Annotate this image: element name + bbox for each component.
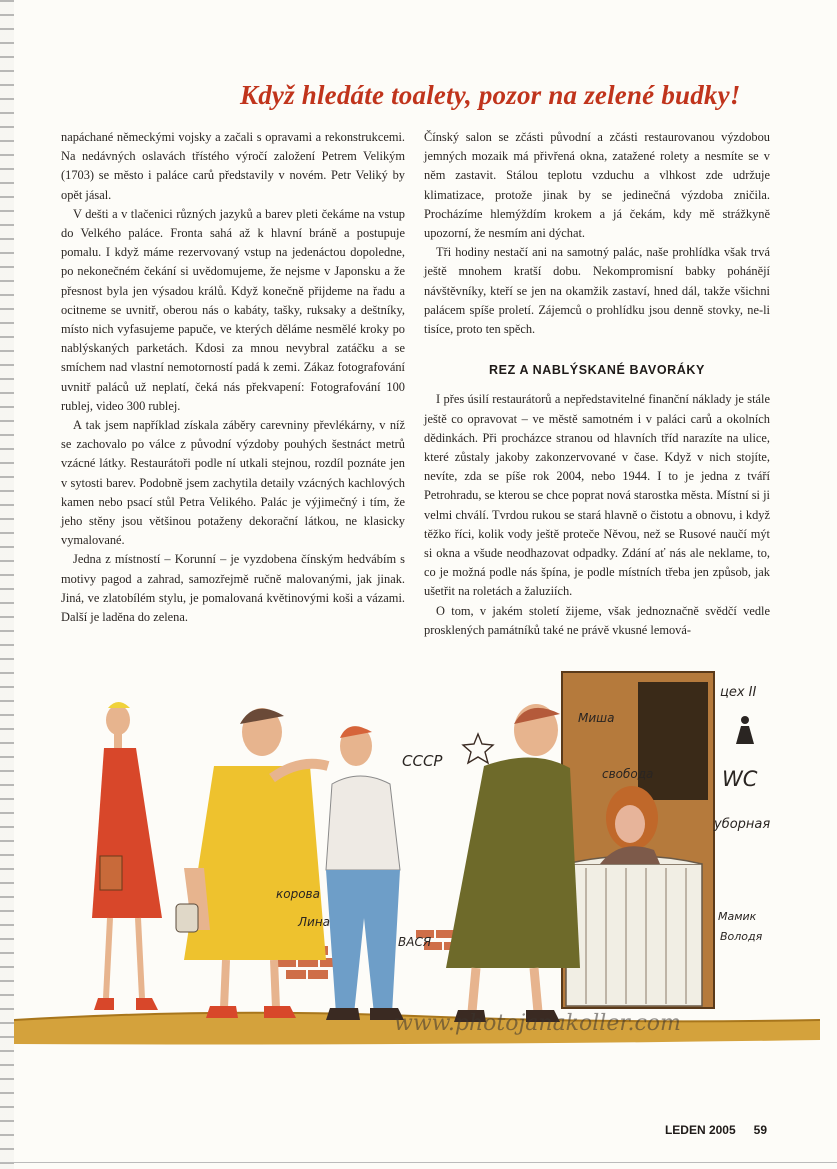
- label-volodya-1: Мамик: [718, 910, 757, 923]
- article-headline: Když hledáte toalety, pozor na zelené budky!: [240, 80, 741, 110]
- paragraph: napáchané německými vojsky a začali s opravami a rekonstrukcemi. Na nedávných oslavách třístého výročí založení Petrem Velikým (1703) se město i paláce carů představily v novém. Petr Veliký by opět jásal.: [61, 130, 405, 202]
- watermark: www.photojanakoller.com: [394, 1011, 681, 1036]
- page-number: 59: [753, 1123, 767, 1137]
- woman-sign-icon: [736, 716, 754, 744]
- label-ubornaya: уборная: [714, 817, 771, 832]
- label-svoboda: свобода: [602, 767, 654, 781]
- paragraph: A tak jsem například získala záběry carevniny převlékárny, v níž se zachovalo po válce z původní výzdoby pouhých šestnáct metrů vzácné látky. Restaurátoři podle ní utkali stejnou, rozdíl poznáte jen v sytosti barev. Podobně jsem zachytila detaily vzácných kachlových kamen nebo psací stůl Petra Velikého. Palác je výjimečný i tím, že jeho stěny jsou většinou potaženy dekorační látkou, ne klasicky vymalované.: [61, 418, 405, 548]
- section-subheading: REZ A NABLÝSKANÉ BAVORÁKY: [489, 363, 705, 378]
- paragraph: Tři hodiny nestačí ani na samotný palác, naše prohlídka však trvá ještě mnohem kratší dobu. Nekompromisní babky pohánějí návštěvníky, kteří se jen na okamžik zastaví, hned dál, takže všichni palácem spíše proletí. Zájemců o prohlídku jsou denně stovky, ne-li tisíce, proto ten spěch.: [424, 245, 770, 337]
- label-vasya: ВАСЯ: [398, 935, 432, 949]
- right-text-column: [424, 128, 770, 640]
- page-footer: [665, 1123, 767, 1137]
- label-lina: Лина: [298, 915, 331, 929]
- label-ceh: цех II: [720, 685, 757, 700]
- paragraph: O tom, v jakém století žijeme, však jednoznačně svědčí vedle prosklených památníků také ne právě vkusné lemová-: [424, 603, 770, 637]
- queue-cartoon-illustration: [14, 668, 820, 1068]
- paragraph: Jedna z místností – Korunní – je vyzdobena čínským hedvábím s motivy pagod a zahrad, samozřejmě ručně malovanými, jak jinak. Jiná, ve zlatobílém stylu, je pomalovaná květinovými koši a vázami. Další je laděna do zelena.: [61, 552, 405, 625]
- left-text-column: [61, 128, 405, 627]
- label-cccp: СССР: [402, 752, 443, 770]
- label-wc: WC: [722, 767, 758, 791]
- page-edge-rule: [0, 1162, 837, 1163]
- figure-white-top: [326, 726, 404, 1020]
- label-volodya-2: Володя: [720, 930, 763, 943]
- paragraph: V dešti a v tlačenici různých jazyků a barev pleti čekáme na vstup do Velkého paláce. Fronta sahá až k hlavní bráně a postupuje pomalu. I když máme rezervovaný vstup na jedenáctou dopoledne, po nekonečném čekání si uvědomujeme, že nejsme v Japonsku a že přesnost byla jen výsadou králů. Když konečně přijdeme na řadu a ocitneme se uvnitř, oberou nás o kabáty, tašky, ruksaky a deštníky, místo nich vyfasujeme papuče, ve kterých děláme nesmělé kroky po nablýskaných parketách. Kdosi za mnou nevybral zatáčku a se smíchem nad vlastní nemotorností padá k zemi. Zákaz fotografování uvnitř paláců už neplatí, čeká nás překvapení: Fotografování 100 rublej, video 300 rublej.: [61, 206, 405, 413]
- star-icon: [463, 734, 493, 763]
- paragraph: I přes úsilí restaurátorů a nepředstavitelné finanční náklady je stále ještě co opravovat – ve městě samotném i v paláci carů a okolních dědinkách. Při procházce stranou od hlavních tříd narazíte na ulice, které zůstaly jakoby zakonzervované v čase. Když v nich stojíte, nevíte, zda se píše rok 2004, nebo 1944. I to je jedna z tváří Petrohradu, se kterou se chce poprat nová starostka města. Místní si ji velmi chválí. Tvrdou rukou se stará hlavně o čistotu a obnovu, i když těžko říci, kolik vody ještě proteče Něvou, než se Rusové naučí mýt si okna a všude neodhazovat odpadky. Zdání ať nás ale neklame, to, co je možná podle nás špína, je podle místních třeba jen způsob, jak ušetřit na roletách a žaluziích.: [424, 392, 770, 599]
- label-misha: Миша: [578, 711, 615, 725]
- label-kopova: корова: [276, 887, 320, 901]
- paragraph: Čínský salon se zčásti původní a zčásti restaurovanou výzdobou jemných mozaik má přivřená okna, zatažené rolety a nesmíte se v něm zastavit. Stálou teplotu vzduchu a vlhkost zde udržuje klimatizace, protože jinak by se jedinečná výzdoba zničila. Procházíme hlemýždím krokem a já čekám, kdy mě strážkyně upozorní, že nesmím ani dýchat.: [424, 130, 770, 241]
- figure-red-dress: [92, 702, 162, 1010]
- figure-green-coat: [446, 704, 580, 1022]
- issue-label: LEDEN 2005: [664, 1123, 736, 1137]
- page-binding-edge: [0, 0, 14, 1169]
